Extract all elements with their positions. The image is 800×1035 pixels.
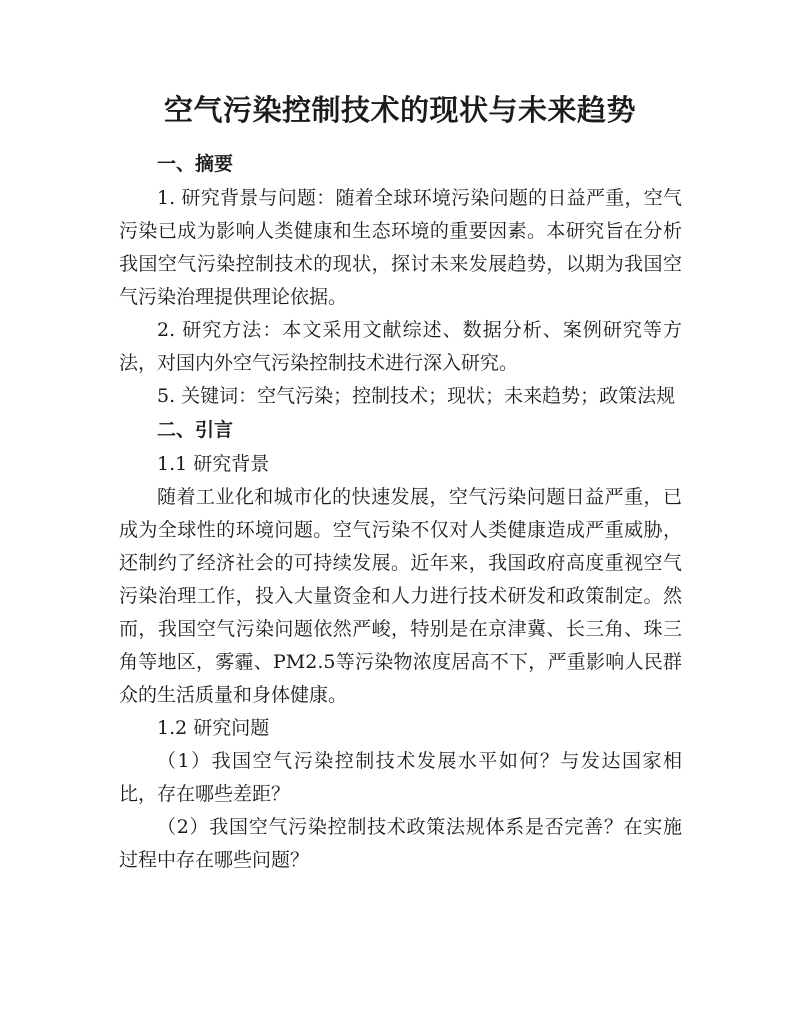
document-title: 空气污染控制技术的现状与未来趋势 xyxy=(163,93,636,127)
paragraph-research-background: 1. 研究背景与问题：随着全球环境污染问题的日益严重，空气污染已成为影响人类健康和生态环境的重要因素。本研究旨在分析我国空气污染控制技术的现状，探讨未来发展趋势，以期为我国空气污染治理提供理论依据。 xyxy=(119,187,682,308)
paragraph-question-2: （2）我国空气污染控制技术政策法规体系是否完善？在实施过程中存在哪些问题？ xyxy=(119,816,682,871)
paragraph-keywords: 5. 关键词：空气污染；控制技术；现状；未来趋势；政策法规 xyxy=(157,385,676,407)
paragraph-intro-background: 随着工业化和城市化的快速发展，空气污染问题日益严重，已成为全球性的环境问题。空气污染不仅对人类健康造成严重威胁，还制约了经济社会的可持续发展。近年来，我国政府高度重视空气污染治理工作，投入大量资金和人力进行技术研发和政策制定。然而，我国空气污染问题依然严峻，特别是在京津冀、长三角、珠三角等地区，雾霾、PM2.5等污染物浓度居高不下，严重影响人民群众的生活质量和身体健康。 xyxy=(119,486,682,706)
subheading-research-background: 1.1 研究背景 xyxy=(157,453,270,475)
subheading-research-questions: 1.2 研究问题 xyxy=(157,717,270,739)
paragraph-question-1: （1）我国空气污染控制技术发展水平如何？与发达国家相比，存在哪些差距？ xyxy=(119,750,682,805)
document-body xyxy=(119,147,682,877)
paragraph-research-method: 2. 研究方法：本文采用文献综述、数据分析、案例研究等方法，对国内外空气污染控制技术进行深入研究。 xyxy=(119,319,682,374)
section-heading-introduction: 二、引言 xyxy=(157,419,234,441)
section-heading-abstract: 一、摘要 xyxy=(157,153,234,175)
